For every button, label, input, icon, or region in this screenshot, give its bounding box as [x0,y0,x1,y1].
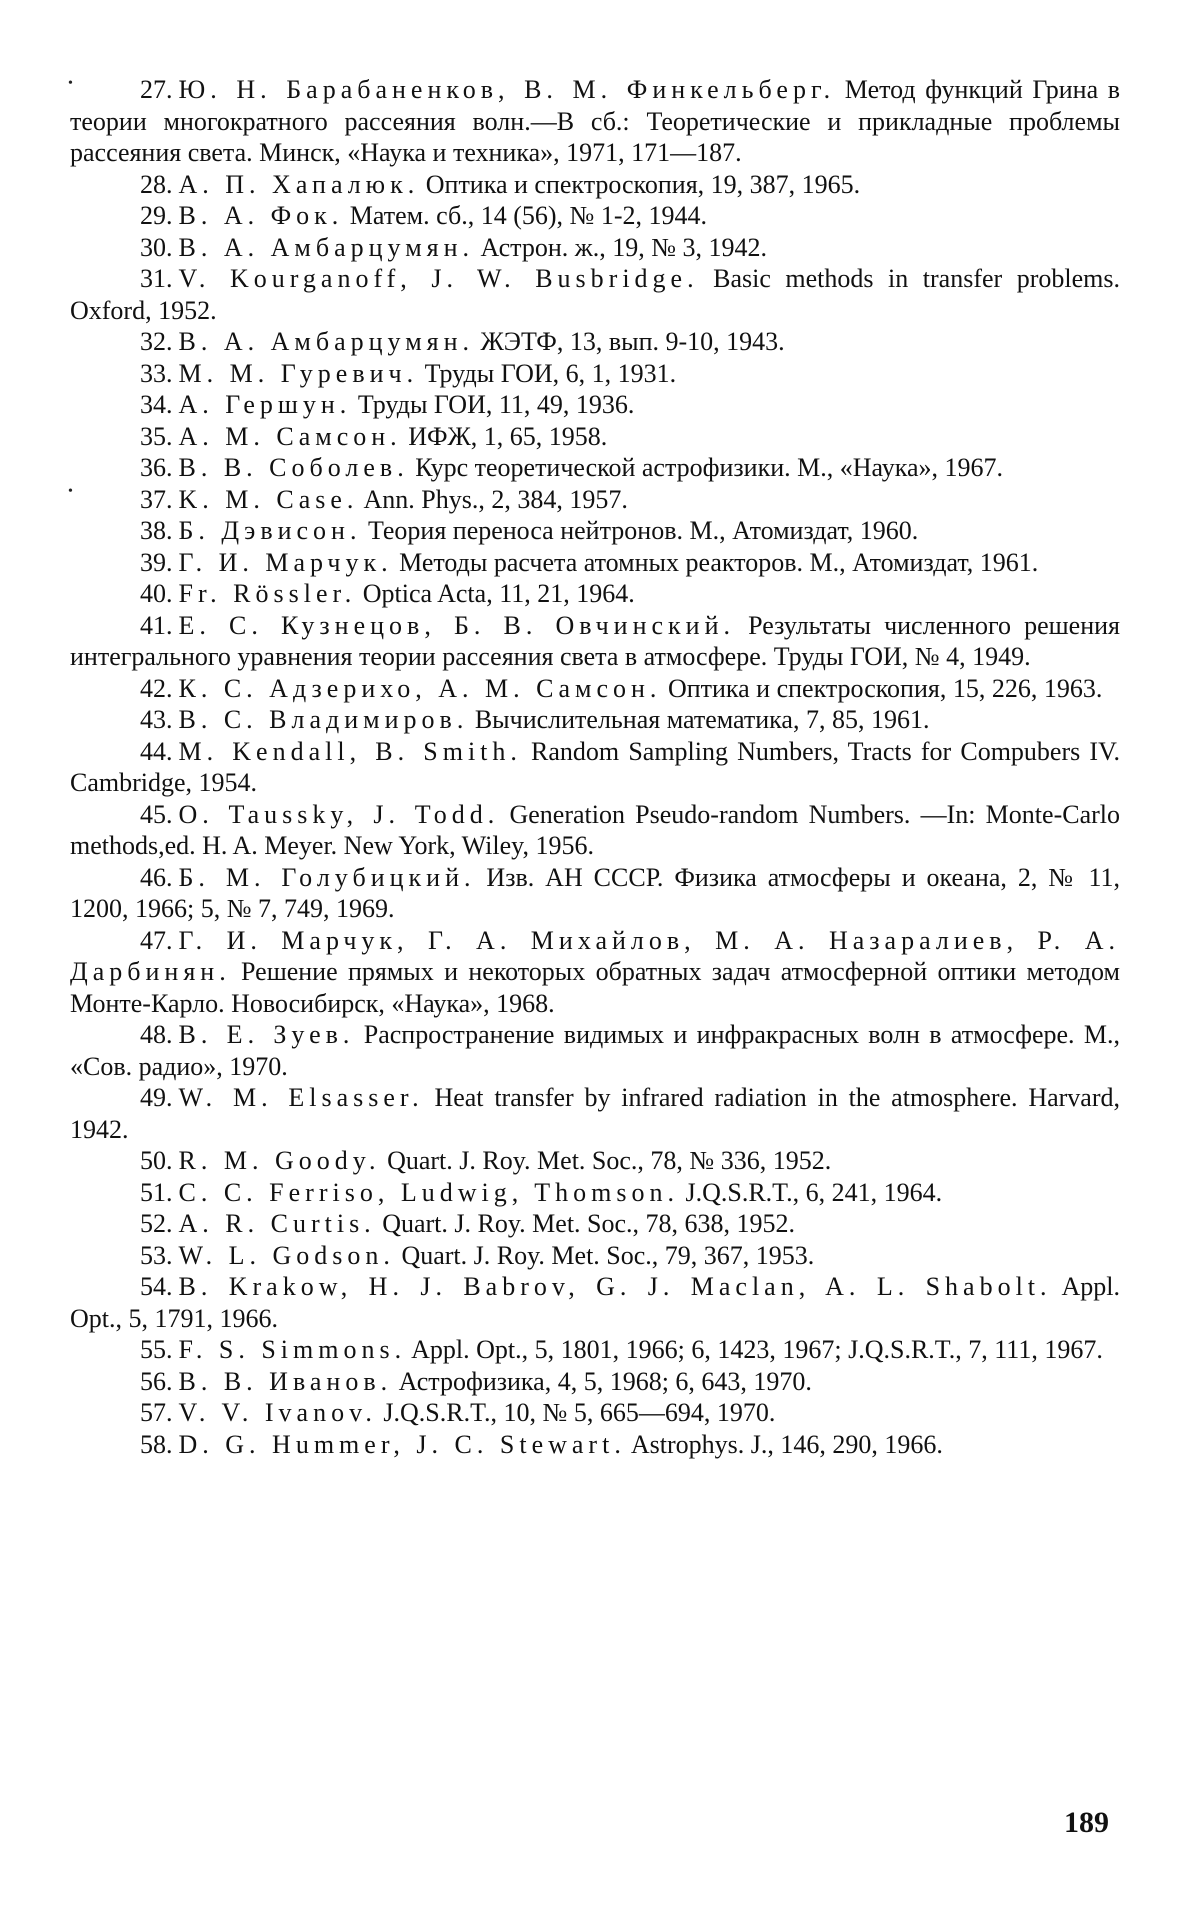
reference-number: 51. [140,1177,173,1207]
reference-citation: ЖЭТФ, 13, вып. 9-10, 1943. [474,327,785,356]
reference-number: 33. [140,358,173,388]
reference-number: 50. [140,1146,173,1175]
reference-authors: В. А. Амбарцумян. [178,327,475,356]
reference-citation: Optica Acta, 11, 21, 1964. [356,579,635,608]
reference-citation: Метод функций Грина в теории многократного рассеяния волн.—В сб.: Теоретические и прикладные проблемы рассеяния света. Минск, «Наука и техника», 1971, 171—187. [70,75,1121,167]
reference-number: 44. [140,736,173,766]
reference-citation: Appl. Opt., 5, 1801, 1966; 6, 1423, 1967; J.Q.S.R.T., 7, 111, 1967. [406,1335,1103,1364]
reference-authors: O. Taussky, J. Todd. [178,799,500,829]
reference-number: 49. [140,1083,173,1112]
reference-citation: Quart. J. Roy. Met. Soc., 78, 638, 1952. [375,1209,796,1238]
reference-citation: Труды ГОИ, 11, 49, 1936. [351,390,635,419]
reference-authors: В. В. Соболев. [178,453,409,482]
reference-authors: W. M. Elsasser. [178,1083,424,1112]
reference-authors: V. V. Ivanov. [178,1398,377,1427]
reference-authors: Fr. Rössler. [178,579,357,608]
reference-entry [70,1208,1120,1240]
reference-citation: Quart. J. Roy. Met. Soc., 78, № 336, 1952. [380,1146,832,1175]
reference-entry [70,673,1120,705]
reference-number: 58. [140,1429,173,1459]
reference-entry [70,1397,1120,1429]
reference-number: 52. [140,1209,173,1238]
reference-entry [70,925,1120,1020]
reference-authors: А. М. Самсон. [178,421,402,451]
reference-authors: Г. И. Марчук, Г. А. Михайлов, М. А. Назаралиев, Р. А. Дарбинян. [70,925,1120,986]
reference-authors: F. S. Simmons. [178,1335,407,1364]
reference-authors: W. L. Godson. [178,1240,395,1270]
reference-number: 57. [140,1398,173,1427]
reference-entry [70,547,1120,579]
reference-citation: Вычислительная математика, 7, 85, 1961. [468,705,930,734]
reference-number: 48. [140,1020,173,1049]
reference-citation: Оптика и спектроскопия, 19, 387, 1965. [419,169,861,199]
reference-number: 47. [140,925,173,955]
reference-citation: Труды ГОИ, 6, 1, 1931. [418,358,677,388]
reference-citation: Heat transfer by infrared radiation in the atmosphere. Harvard, 1942. [70,1083,1120,1144]
reference-authors: B. Krakow, H. J. Babrov, G. J. Maclan, A. L. Shabolt. [178,1272,1052,1301]
reference-number: 46. [140,862,173,892]
reference-citation: J.Q.S.R.T., 10, № 5, 665—694, 1970. [376,1398,776,1427]
reference-authors: В. Е. Зуев. [178,1020,355,1049]
reference-authors: А. П. Хапалюк. [178,169,420,199]
reference-number: 41. [140,610,173,640]
reference-authors: М. М. Гуревич. [178,358,419,388]
margin-dot: • [68,76,73,91]
reference-entry [70,326,1120,358]
reference-citation: Астрон. ж., 19, № 3, 1942. [474,232,768,262]
reference-citation: Оптика и спектроскопия, 15, 226, 1963. [661,673,1103,703]
reference-citation: Курс теоретической астрофизики. М., «Наука», 1967. [408,453,1004,482]
reference-entry [70,74,1120,169]
reference-authors: В. В. Иванов. [178,1366,393,1396]
reference-authors: Б. М. Голубицкий. [178,862,476,892]
reference-entry [70,452,1120,484]
reference-authors: Б. Дэвисон. [178,516,362,545]
reference-authors: В. С. Владимиров. [178,705,469,734]
reference-entry [70,1082,1120,1145]
reference-entry [70,610,1120,673]
reference-citation: ИФЖ, 1, 65, 1958. [401,421,608,451]
reference-citation: Решение прямых и некоторых обратных задач атмосферной оптики методом Монте-Карло. Новосибирск, «Наука», 1968. [70,957,1120,1018]
reference-number: 34. [140,390,173,419]
reference-citation: Random Sampling Numbers, Tracts for Compubers IV. Cambridge, 1954. [70,736,1120,797]
reference-authors: В. А. Амбарцумян. [178,232,475,262]
reference-entry [70,1271,1120,1334]
reference-number: 27. [140,75,173,104]
reference-authors: D. G. Hummer, J. C. Stewart. [178,1429,626,1459]
reference-authors: R. M. Goody. [178,1146,381,1175]
reference-authors: A. R. Curtis. [178,1209,376,1238]
reference-authors: M. Kendall, B. Smith. [178,736,522,766]
reference-citation: Изв. АН СССР. Физика атмосферы и океана, 2, № 11, 1200, 1966; 5, № 7, 749, 1969. [70,862,1120,923]
reference-number: 37. [140,484,173,514]
reference-entry [70,1019,1120,1082]
reference-entry [70,515,1120,547]
reference-entry [70,1145,1120,1177]
reference-number: 36. [140,453,173,482]
reference-citation: Ann. Phys., 2, 384, 1957. [358,484,628,514]
reference-authors: К. С. Адзерихо, А. М. Самсон. [178,673,662,703]
reference-number: 55. [140,1335,173,1364]
reference-entry [70,799,1120,862]
reference-number: 32. [140,327,173,356]
reference-entry [70,1177,1120,1209]
reference-entry [70,578,1120,610]
reference-entry [70,200,1120,232]
reference-number: 28. [140,169,173,199]
reference-citation: Appl. Opt., 5, 1791, 1966. [70,1272,1120,1333]
reference-number: 29. [140,201,173,230]
reference-citation: Методы расчета атомных реакторов. М., Атомиздат, 1961. [392,547,1039,577]
reference-authors: C. C. Ferriso, Ludwig, Thomson. [178,1177,679,1207]
reference-number: 35. [140,421,173,451]
margin-dot: • [68,484,73,499]
reference-citation: Астрофизика, 4, 5, 1968; 6, 643, 1970. [392,1366,812,1396]
page-number: 189 [1064,1806,1109,1839]
reference-citation: Basic methods in transfer problems. Oxford, 1952. [70,264,1120,325]
reference-entry [70,484,1120,516]
reference-entry [70,704,1120,736]
reference-entry [70,389,1120,421]
reference-list-page [70,74,1120,1460]
reference-number: 39. [140,547,173,577]
reference-entry [70,358,1120,390]
reference-number: 31. [140,264,173,293]
reference-citation: Теория переноса нейтронов. М., Атомиздат, 1960. [361,516,919,545]
reference-authors: V. Kourganoff, J. W. Busbridge. [178,264,699,293]
reference-citation: Generation Pseudo-random Numbers. —In: Monte-Carlo methods,ed. H. A. Meyer. New York, Wiley, 1956. [70,799,1120,860]
reference-number: 43. [140,705,173,734]
reference-authors: Е. С. Кузнецов, Б. В. Овчинский. [178,610,735,640]
reference-citation: Результаты численного решения интегрального уравнения теории рассеяния света в атмосфере. Труды ГОИ, № 4, 1949. [70,610,1120,671]
reference-citation: Astrophys. J., 146, 290, 1966. [625,1429,943,1459]
reference-number: 30. [140,232,173,262]
reference-entry [70,169,1120,201]
reference-citation: Распространение видимых и инфракрасных волн в атмосфере. М., «Сов. радио», 1970. [70,1020,1120,1081]
reference-entry [70,421,1120,453]
reference-entry [70,1366,1120,1398]
reference-citation: Матем. сб., 14 (56), № 1-2, 1944. [343,201,708,230]
reference-number: 38. [140,516,173,545]
reference-number: 54. [140,1272,173,1301]
reference-entry [70,862,1120,925]
reference-entry [70,232,1120,264]
reference-list [70,74,1120,1460]
reference-entry [70,1429,1120,1461]
reference-citation: J.Q.S.R.T., 6, 241, 1964. [678,1177,943,1207]
reference-entry [70,736,1120,799]
reference-authors: Г. И. Марчук. [178,547,393,577]
reference-number: 42. [140,673,173,703]
reference-authors: А. Гершун. [178,390,352,419]
reference-number: 45. [140,799,173,829]
reference-entry [70,1334,1120,1366]
reference-citation: Quart. J. Roy. Met. Soc., 79, 367, 1953. [394,1240,815,1270]
reference-number: 56. [140,1366,173,1396]
reference-authors: K. M. Case. [178,484,359,514]
reference-number: 40. [140,579,173,608]
reference-authors: Ю. Н. Барабаненков, В. М. Финкельберг. [178,75,836,104]
reference-authors: В. А. Фок. [178,201,344,230]
reference-entry [70,263,1120,326]
reference-entry [70,1240,1120,1272]
reference-number: 53. [140,1240,173,1270]
